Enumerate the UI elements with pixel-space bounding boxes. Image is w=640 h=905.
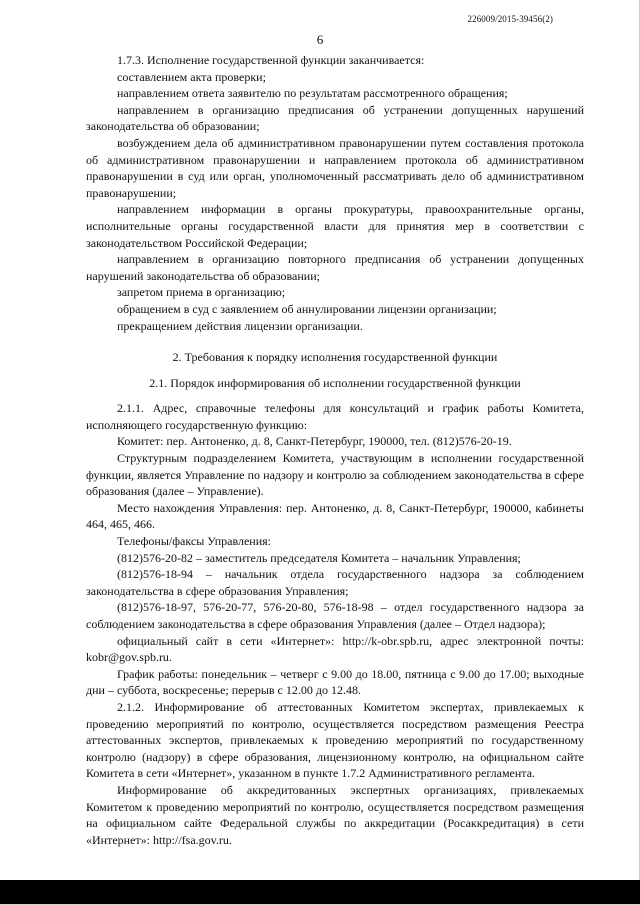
paragraph: (812)576-20-82 – заместитель председателя Комитета – начальник Управления; bbox=[117, 550, 521, 565]
paragraph: Структурным подразделением Комитета, участвующим в исполнении государственной функции, является Управление по надзору и контролю за соблюдением законодательства в сфере образования (далее – Управление). bbox=[86, 451, 584, 499]
paragraph: Информирование об аккредитованных экспертных организациях, привлекаемых Комитетом к проведению мероприятий по контролю, осуществляется посредством размещения на официальном сайте Федеральной службы по аккредитации (Росаккредитация) в сети «Интернет»: http://fsa.gov.ru. bbox=[86, 782, 584, 847]
paragraph: 1.7.3. Исполнение государственной функции заканчивается: bbox=[117, 53, 425, 67]
paragraph: обращением в суд с заявлением об аннулировании лицензии организации; bbox=[117, 301, 497, 316]
subsection-heading: 2.1. Порядок информирования об исполнении государственной функции bbox=[149, 375, 521, 390]
paragraph: График работы: понедельник – четверг с 9.00 до 18.00, пятница с 9.00 до 17.00; выходные дни – суббота, воскресенье; перерыв с 12.00 до 12.48. bbox=[86, 666, 584, 698]
paragraph: Телефоны/факсы Управления: bbox=[117, 534, 271, 549]
paragraph: направлением информации в органы прокуратуры, правоохранительные органы, исполнительные органы государственной власти для принятия мер в соответствии с законодательством Российской Федерации; bbox=[86, 202, 584, 250]
paragraph: направлением в организацию предписания об устранении допущенных нарушений законодательства об образовании; bbox=[86, 102, 584, 134]
paragraph: направлением ответа заявителю по результатам рассмотренного обращения; bbox=[117, 86, 508, 101]
paragraph: прекращением действия лицензии организации. bbox=[117, 318, 363, 333]
section-heading: 2. Требования к порядку исполнения государственной функции bbox=[172, 350, 498, 365]
paragraph: направлением в организацию повторного предписания об устранении допущенных нарушений законодательства об образовании; bbox=[86, 252, 584, 283]
document-id: 226009/2015-39456(2) bbox=[467, 14, 553, 24]
paragraph: запретом приема в организацию; bbox=[117, 285, 286, 300]
page-number: 6 bbox=[316, 32, 324, 47]
paragraph: 2.1.1. Адрес, справочные телефоны для консультаций и график работы Комитета, исполняющего государственную функцию: bbox=[86, 401, 584, 432]
paragraph: официальный сайт в сети «Интернет»: http://k-obr.spb.ru, адрес электронной почты: kobr@gov.spb.ru. bbox=[86, 633, 584, 665]
document-body bbox=[86, 52, 584, 848]
paragraph: Комитет: пер. Антоненко, д. 8, Санкт-Петербург, 190000, тел. (812)576-20-19. bbox=[117, 434, 512, 449]
paragraph: (812)576-18-97, 576-20-77, 576-20-80, 576-18-98 – отдел государственного надзора за соблюдением законодательства в сфере образования Управления (далее – Отдел надзора); bbox=[86, 600, 584, 631]
paragraph: составлением акта проверки; bbox=[117, 69, 266, 84]
paragraph: Место нахождения Управления: пер. Антоненко, д. 8, Санкт-Петербург, 190000, кабинеты 464, 465, 466. bbox=[86, 500, 584, 532]
paragraph: возбуждением дела об административном правонарушении путем составления протокола об административном правонарушении и направлением протокола об административном правонарушении в суд или орган, уполномоченный рассматривать дело об административном правонарушении; bbox=[86, 135, 584, 200]
paragraph: 2.1.2. Информирование об аттестованных Комитетом экспертах, привлекаемых к проведению мероприятий по контролю, осуществляется посредством размещения Реестра аттестованных экспертов, привлекаемых к проведению мероприятий по государственному контролю (надзору) в сфере образования, лицензионному контролю, на официальном сайте Комитета в сети «Интернет», указанном в пункте 1.7.2 Административного регламента. bbox=[86, 699, 584, 781]
scan-border-bar bbox=[0, 880, 640, 904]
paragraph: (812)576-18-94 – начальник отдела государственного надзора за соблюдением законодательства в сфере образования Управления; bbox=[86, 567, 584, 598]
